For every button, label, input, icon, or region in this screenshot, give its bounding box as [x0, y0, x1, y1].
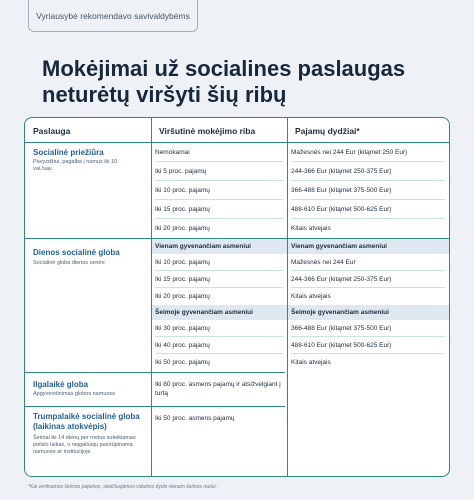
service-desc-home-care: Pavyzdžiui, pagalba į namus iki 10 val./sav. [33, 159, 118, 172]
service-title-short-term: Trumpalaikė socialinė globa (laikinas atokvėpis) [33, 412, 140, 431]
subheader-family-income: Šeimoje gyvenančiam asmeniui [288, 305, 450, 320]
footnote: *Kai vertinamos šeimos pajamos, skaičiuojamos vidutinis dydis vienam šeimos nariui. [28, 484, 217, 490]
service-title-long-term: Ilgalaikė globa [33, 380, 89, 389]
income-cell: Mažesnės nei 244 Eur [291, 254, 445, 271]
header-limit: Viršutinė mokėjimo riba [159, 126, 256, 136]
col-divider-2 [287, 118, 288, 476]
limit-cell: Iki 15 proc. pajamų [155, 271, 283, 288]
service-title-home-care: Socialinė priežiūra [33, 148, 104, 157]
limit-cell: Iki 5 proc. pajamų [155, 162, 283, 181]
limit-cell: Iki 50 proc. pajamų [155, 359, 210, 366]
limit-cell: Iki 30 proc. pajamų [155, 320, 283, 337]
header-income: Pajamų dydžiai* [295, 126, 360, 136]
income-cell: Kitais atvejais [291, 225, 331, 232]
limit-cell: Iki 40 proc. pajamų [155, 337, 283, 354]
limit-cell: Nemokamai [155, 143, 283, 162]
page-title [42, 56, 442, 108]
limit-cell: Iki 20 proc. pajamų [155, 225, 210, 232]
limit-cell: Iki 15 proc. pajamų [155, 200, 283, 219]
limit-cell: Iki 10 proc. pajamų [155, 181, 283, 200]
service-title-day-care: Dienos socialinė globa [33, 248, 120, 257]
income-cell: 366-488 Eur (kitąmet 375-500 Eur) [291, 320, 445, 337]
rates-table [24, 117, 450, 477]
income-cell: 366-488 Eur (kitąmet 375-500 Eur) [291, 181, 445, 200]
income-cell: 488-610 Eur (kitąmet 500-625 Eur) [291, 200, 445, 219]
subheader-single-income: Vienam gyvenančiam asmeniui [288, 239, 450, 254]
income-cell: 244-366 Eur (kitąmet 250-375 Eur) [291, 271, 445, 288]
service-desc-long-term: Apgyvendinimas globos namuose [33, 391, 116, 397]
income-cell: Mažesnės nei 244 Eur (kitąmet 250 Eur) [291, 143, 445, 162]
income-cell: Kitais atvejais [291, 359, 331, 366]
income-cell: 488-610 Eur (kitąmet 500-625 Eur) [291, 337, 445, 354]
income-cell: 244-366 Eur (kitąmet 250-375 Eur) [291, 162, 445, 181]
title-line-2: neturėtų viršyti šių ribų [42, 82, 287, 107]
col-divider-1 [151, 118, 152, 476]
header-service: Paslauga [33, 126, 71, 136]
limit-cell: Iki 20 proc. pajamų [155, 293, 210, 300]
income-cell: Kitais atvejais [291, 293, 331, 300]
limit-cell: Iki 80 proc. asmens pajamų ir atsižvelgiant į turtą [155, 381, 281, 397]
section-divider [25, 406, 285, 407]
limit-cell: Iki 50 proc. asmens pajamų [155, 414, 235, 422]
service-desc-short-term: Šeimai iki 14 dienų per metus suteikiamas poilsio laikas, o neįgaliuoju pasirūpinama namuose ar institucijoje [33, 435, 136, 455]
title-line-1: Mokėjimai už socialines paslaugas [42, 56, 406, 81]
subheader-family-limit: Šeimoje gyvenančiam asmeniui [152, 305, 287, 320]
subheader-single-limit: Vienam gyvenančiam asmeniui [152, 239, 287, 254]
limit-cell: Iki 10 proc. pajamų [155, 254, 283, 271]
service-desc-day-care: Socialinė globa dienos centre [33, 260, 105, 266]
top-label: Vyriausybė rekomendavo savivaldybėms [28, 0, 198, 32]
section-divider [25, 372, 285, 373]
